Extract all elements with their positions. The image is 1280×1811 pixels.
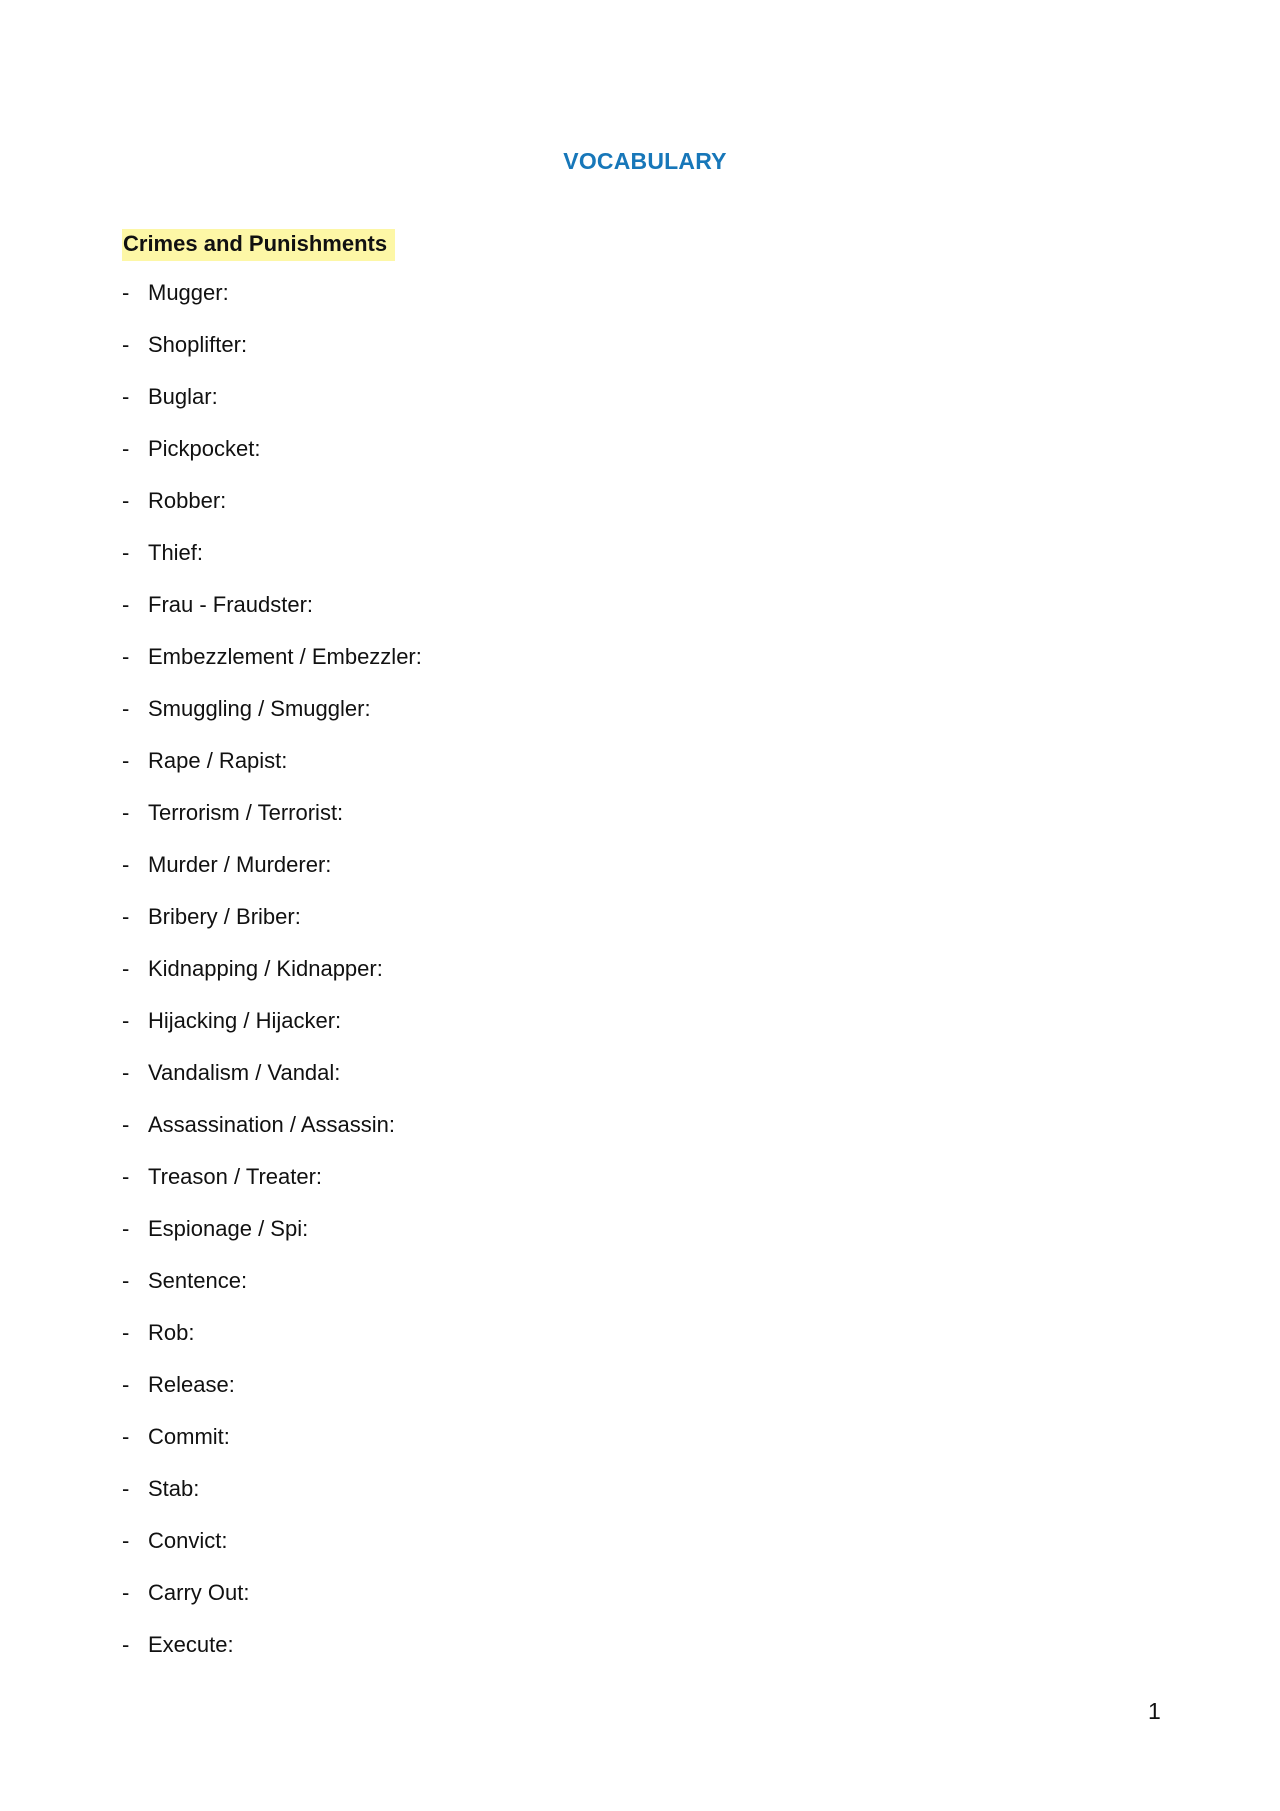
- bullet-dash: -: [122, 1320, 130, 1345]
- list-item: [122, 1631, 422, 1683]
- vocab-term: Release:: [148, 1372, 235, 1397]
- vocabulary-list: [122, 279, 422, 1683]
- vocab-term: Rob:: [148, 1320, 195, 1345]
- bullet-dash: -: [122, 592, 130, 617]
- bullet-dash: -: [122, 1008, 130, 1033]
- bullet-dash: -: [122, 644, 130, 669]
- vocab-term: Pickpocket:: [148, 436, 261, 461]
- bullet-dash: -: [122, 1424, 130, 1449]
- list-item: [122, 487, 422, 539]
- bullet-dash: -: [122, 1060, 130, 1085]
- vocab-term: Mugger:: [148, 280, 229, 305]
- vocab-term: Carry Out:: [148, 1580, 250, 1605]
- list-item: [122, 279, 422, 331]
- bullet-dash: -: [122, 1112, 130, 1137]
- list-item: [122, 747, 422, 799]
- bullet-dash: -: [122, 488, 130, 513]
- list-item: [122, 1215, 422, 1267]
- bullet-dash: -: [122, 1216, 130, 1241]
- list-item: [122, 539, 422, 591]
- list-item: [122, 851, 422, 903]
- list-item: [122, 1475, 422, 1527]
- list-item: [122, 591, 422, 643]
- vocab-term: Hijacking / Hijacker:: [148, 1008, 342, 1033]
- bullet-dash: -: [122, 1268, 130, 1293]
- list-item: [122, 1423, 422, 1475]
- page-number: 1: [1148, 1698, 1161, 1724]
- vocab-term: Stab:: [148, 1476, 200, 1501]
- list-item: [122, 383, 422, 435]
- vocab-term: Robber:: [148, 488, 227, 513]
- bullet-dash: -: [122, 1632, 130, 1657]
- vocab-term: Commit:: [148, 1424, 230, 1449]
- bullet-dash: -: [122, 748, 130, 773]
- vocab-term: Buglar:: [148, 384, 218, 409]
- vocab-term: Rape / Rapist:: [148, 748, 288, 773]
- vocab-term: Embezzlement / Embezzler:: [148, 644, 422, 669]
- vocab-term: Vandalism / Vandal:: [148, 1060, 341, 1085]
- list-item: [122, 435, 422, 487]
- list-item: [122, 1371, 422, 1423]
- list-item: [122, 1059, 422, 1111]
- vocab-term: Espionage / Spi:: [148, 1216, 309, 1241]
- bullet-dash: -: [122, 1580, 130, 1605]
- vocab-term: Kidnapping / Kidnapper:: [148, 956, 383, 981]
- list-item: [122, 1267, 422, 1319]
- vocab-term: Shoplifter:: [148, 332, 248, 357]
- vocab-term: Treason / Treater:: [148, 1164, 323, 1189]
- list-item: [122, 1007, 422, 1059]
- list-item: [122, 1319, 422, 1371]
- bullet-dash: -: [122, 1372, 130, 1397]
- bullet-dash: -: [122, 696, 130, 721]
- bullet-dash: -: [122, 436, 130, 461]
- vocab-term: Murder / Murderer:: [148, 852, 332, 877]
- bullet-dash: -: [122, 280, 130, 305]
- vocab-term: Frau - Fraudster:: [148, 592, 314, 617]
- bullet-dash: -: [122, 852, 130, 877]
- bullet-dash: -: [122, 332, 130, 357]
- list-item: [122, 695, 422, 747]
- vocab-term: Bribery / Briber:: [148, 904, 301, 929]
- list-item: [122, 331, 422, 383]
- bullet-dash: -: [122, 956, 130, 981]
- bullet-dash: -: [122, 904, 130, 929]
- bullet-dash: -: [122, 1476, 130, 1501]
- vocab-term: Thief:: [148, 540, 204, 565]
- vocab-term: Smuggling / Smuggler:: [148, 696, 371, 721]
- list-item: [122, 1579, 422, 1631]
- list-item: [122, 1111, 422, 1163]
- bullet-dash: -: [122, 800, 130, 825]
- list-item: [122, 955, 422, 1007]
- vocab-term: Sentence:: [148, 1268, 248, 1293]
- list-item: [122, 1163, 422, 1215]
- bullet-dash: -: [122, 1164, 130, 1189]
- vocab-term: Execute:: [148, 1632, 234, 1657]
- vocab-term: Assassination / Assassin:: [148, 1112, 396, 1137]
- list-item: [122, 1527, 422, 1579]
- section-heading: Crimes and Punishments: [122, 229, 395, 261]
- list-item: [122, 799, 422, 851]
- bullet-dash: -: [122, 384, 130, 409]
- list-item: [122, 643, 422, 695]
- bullet-dash: -: [122, 1528, 130, 1553]
- bullet-dash: -: [122, 540, 130, 565]
- vocab-term: Terrorism / Terrorist:: [148, 800, 344, 825]
- document-title: VOCABULARY: [563, 148, 727, 174]
- list-item: [122, 903, 422, 955]
- vocab-term: Convict:: [148, 1528, 228, 1553]
